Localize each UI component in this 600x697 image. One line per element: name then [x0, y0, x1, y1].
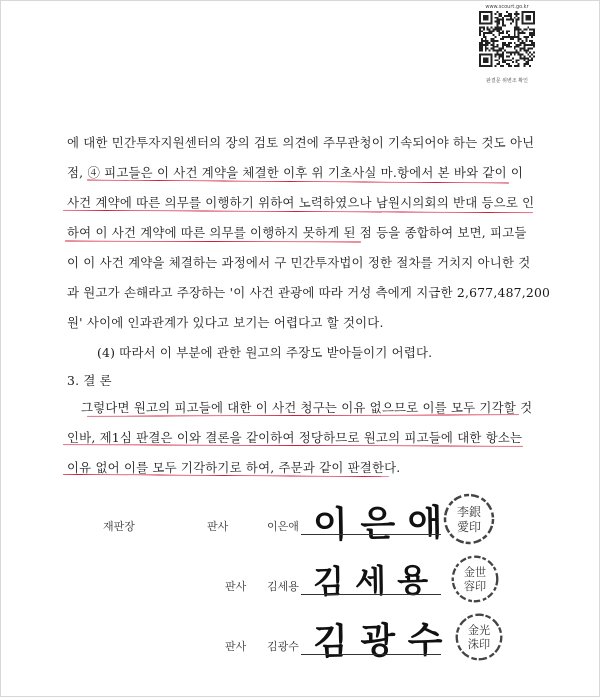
paragraph-4: (4) 따라서 이 부분에 관한 원고의 주장도 받아들이기 어렵다.: [97, 345, 433, 360]
judge-role-3: 판사: [225, 640, 247, 653]
body-line-4: 하여 이 사건 계약에 따른 의무를 이행하지 못하게 된 점 등을 종합하여 보면, 피고들: [67, 225, 527, 240]
judge-signature-1: 이 은 애: [312, 502, 443, 547]
seal-text-1b: 愛印: [456, 520, 482, 534]
seal-text-2a: 金世: [463, 566, 487, 580]
judge-name-1: 이은애: [267, 520, 299, 533]
judge-seal-1: [441, 491, 497, 547]
body-line-2: 점, ④ 피고들은 이 사건 계약을 체결한 이후 위 기초사실 마.항에서 본 바와 같이 이: [67, 165, 524, 180]
highlight-underline: [65, 240, 361, 242]
qr-code-icon: [479, 11, 535, 67]
signature-line: [301, 654, 441, 655]
seal-text-2b: 容印: [463, 580, 487, 594]
qr-url: www.scourt.go.kr: [485, 4, 529, 10]
conclusion-line-1: 그렇다면 원고의 피고들에 대한 이 사건 청구는 이유 없으므로 이를 모두 기각할 것: [81, 400, 533, 415]
qr-caption: 판결문 위변조 확인: [486, 78, 528, 84]
section-title: 3. 결 론: [67, 373, 112, 388]
judge-role-2: 판사: [225, 580, 247, 593]
judge-seal-2: [449, 553, 501, 605]
body-line-6: 과 원고가 손해라고 주장하는 '이 사건 관광에 따라 거성 측에게 지급한 2,677,487,200: [67, 285, 551, 300]
conclusion-line-2: 인바, 제1심 판결은 이와 결론을 같이하여 정당하므로 원고의 피고들에 대한 항소는: [67, 430, 523, 445]
presiding-judge-label: 재판장: [103, 520, 135, 533]
body-line-3: 사건 계약에 따른 의무를 이행하기 위하여 노력하였으나 남원시의회의 반대 등으로 인: [67, 195, 535, 210]
judge-signature-2: 김 세 용: [312, 560, 429, 602]
judge-seal-3: [453, 611, 505, 663]
body-line-1: 에 대한 민간투자지원센터의 장의 검토 의견에 주무관청이 기속되어야 하는 것도 아닌: [67, 135, 535, 150]
seal-text-1a: 李銀: [456, 505, 482, 519]
signature-line: [301, 594, 441, 595]
seal-text-3a: 金光: [467, 624, 491, 638]
body-line-7: 원' 사이에 인과관계가 있다고 보기는 어렵다고 할 것이다.: [67, 315, 384, 330]
conclusion-line-3: 이유 없어 이를 모두 기각하기로 하여, 주문과 같이 판결한다.: [67, 460, 401, 475]
judge-name-2: 김세용: [267, 580, 299, 593]
judge-name-3: 김광수: [267, 640, 299, 653]
body-line-5: 이 이 사건 계약을 체결하는 과정에서 구 민간투자법이 정한 절차를 거치지 아니한 것: [67, 255, 531, 270]
signature-line: [301, 534, 441, 535]
seal-text-3b: 洙印: [467, 638, 491, 652]
judge-role-1: 판사: [207, 520, 229, 533]
judge-signature-3: 김 광 수: [312, 619, 443, 664]
